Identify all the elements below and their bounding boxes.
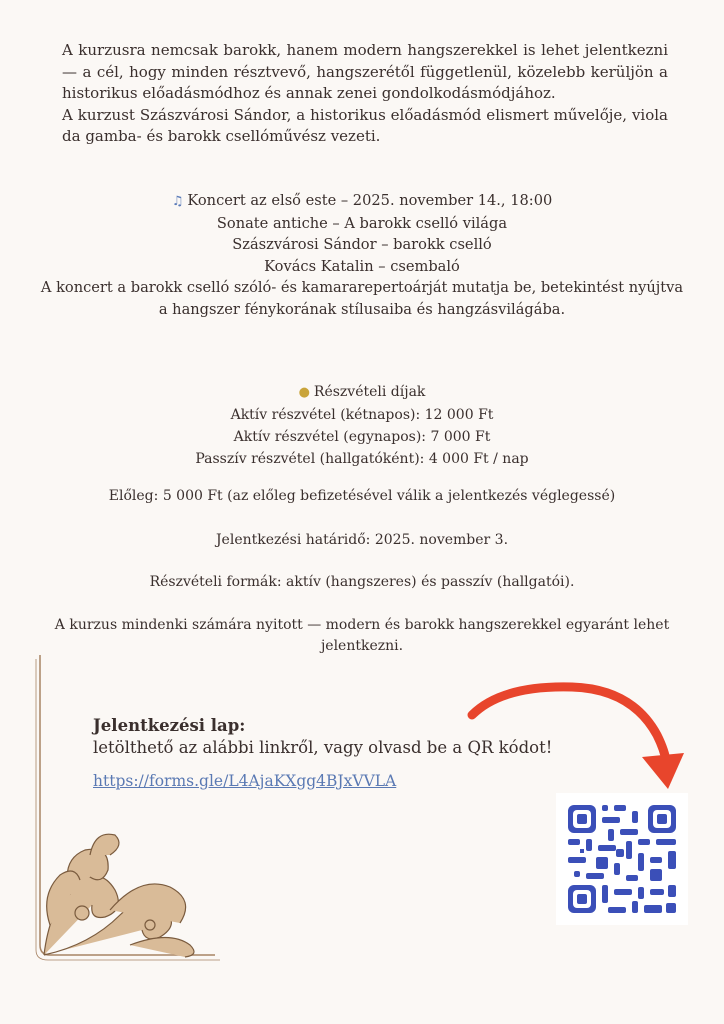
intro-paragraph-2: A kurzust Szászvárosi Sándor, a historikus előadásmód elismert művelője, viola da gamba- és barokk csellóművész vezeti.	[62, 105, 668, 145]
concert-heading: ♫ Koncert az első este – 2025. november 14., 18:00	[171, 192, 553, 209]
qr-code-icon	[556, 793, 688, 925]
baroque-ornament-icon	[30, 655, 230, 1000]
deadline-text: Jelentkezési határidő: 2025. november 3.	[215, 532, 509, 548]
fee-passive: Passzív részvétel (hallgatóként): 4 000 Ft / nap	[195, 451, 529, 467]
application-instruction: letölthető az alábbi linkről, vagy olvasd be a QR kódot!	[93, 738, 553, 757]
concert-title: Sonate antiche – A barokk cselló világa	[216, 214, 508, 232]
concert-performer-1: Szászvárosi Sándor – barokk cselló	[232, 236, 492, 253]
application-label: Jelentkezési lap:	[93, 716, 246, 735]
fee-active-two-day: Aktív részvétel (kétnapos): 12 000 Ft	[230, 407, 494, 423]
fee-active-one-day: Aktív részvétel (egynapos): 7 000 Ft	[233, 429, 491, 445]
application-section	[93, 715, 552, 759]
intro-text	[62, 40, 668, 148]
fees-heading: ● Részvételi díjak	[298, 384, 426, 400]
qr-code[interactable]	[556, 793, 688, 925]
open-to-all-text: A kurzus mindenki számára nyitott — modern és barokk hangszerekkel egyaránt lehet jelentkezni.	[54, 617, 670, 654]
concert-section	[40, 190, 684, 320]
application-form-link[interactable]: https://forms.gle/L4AjaKXgg4BJxVVLA	[93, 772, 397, 790]
participation-forms-text: Részvételi formák: aktív (hangszeres) és passzív (hallgatói).	[149, 574, 575, 590]
money-bag-icon: ●	[298, 385, 310, 400]
concert-performer-2: Kovács Katalin – csembaló	[264, 257, 460, 275]
intro-paragraph-1: A kurzusra nemcsak barokk, hanem modern hangszerekkel is lehet jelentkezni — a cél, hogy minden résztvevő, hangszerétől függetlenül, közelebb kerüljön a historikus előadásmódhoz és annak zenei gondolkodásmódjához.	[62, 41, 668, 102]
fees-section	[40, 381, 684, 470]
concert-description: A koncert a barokk cselló szóló- és kamararepertoárját mutatja be, betekintést nyújtva a hangszer fénykorának stílusaiba és hangzásvilágába.	[40, 279, 684, 318]
deposit-text: Előleg: 5 000 Ft (az előleg befizetésével válik a jelentkezés véglegessé)	[108, 488, 616, 504]
musical-notes-icon: ♫	[171, 194, 184, 209]
